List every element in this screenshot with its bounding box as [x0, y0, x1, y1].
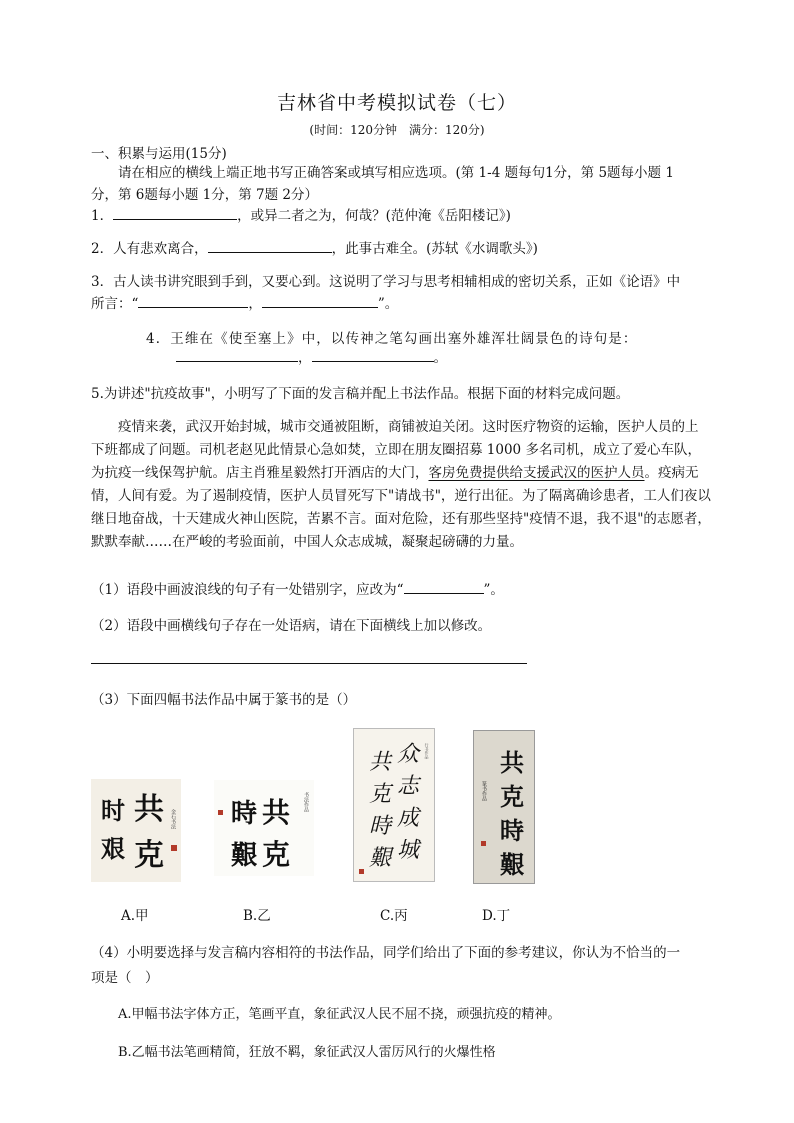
calligraphy-jia-image [91, 779, 181, 882]
q5-passage [91, 416, 711, 554]
page-subtitle: (时间：120分钟 满分：120分) [309, 123, 485, 137]
calligraphy-ding-inscription: 篆书作品 [481, 781, 487, 801]
calligraphy-yi-image [214, 780, 314, 876]
q5-sub4-option-b[interactable]: B.乙幅书法笔画精简，狂放不羁，象征武汉人雷厉风行的火爆性格 [118, 1045, 496, 1060]
calligraphy-yi-inscription: 书法作品 [303, 792, 309, 812]
calligraphy-yi-seal-icon [218, 810, 223, 815]
section-heading: 一、积累与运用(15分) [91, 146, 227, 162]
q1-prefix: 1． [91, 208, 114, 224]
calligraphy-jia-seal-icon [171, 845, 177, 851]
q4-line2-suffix: 。 [433, 350, 447, 366]
section-instruction-line2: 分，第 6题每小题 1分，第 7题 2分） [91, 187, 319, 203]
q5-sub3: （3）下面四幅书法作品中属于篆书的是（） [91, 692, 357, 708]
calligraphy-bing-char-3: 成 [396, 806, 420, 831]
q5-sub2-answer-line[interactable] [91, 663, 527, 664]
calligraphy-bing-svg [354, 729, 434, 881]
calligraphy-ding-char-4: 艱 [500, 851, 524, 879]
q5-sub2: （2）语段中画横线句子存在一处语病，请在下面横线上加以修改。 [91, 618, 492, 634]
q5-sub1-prefix: （1）语段中画波浪线的句子有一处错别字，应改为“ [91, 582, 404, 598]
question-4-line1: 4．王维在《使至塞上》中，以传神之笔勾画出塞外雄浑壮阔景色的诗句是： [146, 331, 638, 347]
question-3-line2 [91, 292, 398, 312]
calligraphy-jia-char-3: 时 [101, 796, 125, 825]
q2-prefix: 2．人有悲欢离合， [91, 241, 208, 257]
calligraphy-bing-image [353, 728, 435, 882]
question-1 [91, 204, 511, 224]
q1-answer-blank[interactable] [113, 205, 237, 220]
question-2 [91, 237, 538, 257]
calligraphy-yi-char-2: 克 [261, 838, 291, 871]
calligraphy-bing-char-1: 众 [396, 742, 420, 767]
page-title: 吉林省中考模拟试卷（七） [276, 92, 517, 114]
option-c[interactable]: C.丙 [380, 908, 408, 924]
calligraphy-ding-seal-icon [481, 841, 486, 846]
q2-answer-blank[interactable] [208, 238, 332, 253]
q3-answer-blank-2[interactable] [262, 293, 378, 308]
option-a[interactable]: A.甲 [121, 908, 149, 924]
calligraphy-yi-char-4: 艱 [230, 841, 258, 871]
q4-answer-blank-2[interactable] [312, 347, 434, 362]
q1-suffix: ，或异二者之为，何哉？(范仲淹《岳阳楼记》) [237, 208, 511, 224]
calligraphy-ding-char-3: 時 [500, 817, 524, 845]
calligraphy-jia-char-4: 艰 [101, 834, 125, 863]
calligraphy-ding-svg [474, 731, 534, 883]
option-d[interactable]: D.丁 [482, 908, 511, 924]
q5-sub1 [91, 578, 504, 598]
q3-answer-blank-1[interactable] [138, 293, 248, 308]
calligraphy-bing-inscription: 行书作品 [424, 743, 430, 759]
q5-sub1-suffix: ”。 [483, 582, 504, 598]
q5-sub4-line2: 项是（ ） [91, 970, 159, 986]
q4-answer-blank-1[interactable] [176, 347, 298, 362]
section-instruction-line1: 请在相应的横线上端正地书写正确答案或填写相应选项。(第 1-4 题每句1分，第 5题每小题 1 [118, 165, 674, 181]
q3-line2-prefix: 所言：“ [91, 296, 139, 312]
q5-sub4-option-a[interactable]: A.甲幅书法字体方正，笔画平直，象征武汉人民不屈不挠，顽强抗疫的精神。 [118, 1007, 561, 1022]
calligraphy-jia-inscription: 金石书法 [170, 809, 176, 829]
q3-line2-mid: ， [248, 296, 262, 312]
question-4-line2 [176, 346, 447, 366]
question-3-line1: 3．古人读书讲究眼到手到，又要心到。这说明了学习与思考相辅相成的密切关系，正如《论语》中 [91, 274, 681, 290]
calligraphy-jia-svg [91, 779, 181, 882]
calligraphy-yi-char-1: 共 [261, 796, 291, 829]
calligraphy-bing-seal-icon [359, 869, 364, 874]
q3-line2-suffix: ”。 [377, 296, 399, 312]
q2-suffix: ，此事古难全。(苏轼《水调歌头》) [331, 241, 538, 257]
passage-underlined-sentence: 客房免费提供给支援武汉的医护人员 [428, 465, 645, 481]
passage-part-a: 疫情来袭，武汉开始封城，城市交通被阻断，商铺被迫关闭。这时医疗物资的运输，医护人员的上下班都成了问题。司机老赵见此情景心急如焚，立即在朋友圈招募 1000 多名司机，成立了爱心车队，为抗疫一线保驾护航。店主肖雅星毅然打开酒店的大门， [91, 419, 701, 481]
q4-line2-mid: ， [298, 350, 312, 366]
calligraphy-bing-char-5: 共 [368, 750, 392, 775]
calligraphy-bing-char-8: 艱 [368, 846, 392, 871]
calligraphy-jia-char-2: 克 [134, 838, 164, 873]
calligraphy-ding-image [473, 730, 535, 884]
calligraphy-bing-char-7: 時 [368, 814, 392, 839]
calligraphy-bing-char-6: 克 [368, 782, 392, 807]
passage-part-b: 。疫病无情，人间有爱。为了遏制疫情，医护人员冒死写下"请战书"，逆行出征。为了隔离确诊患者，工人们夜以继日地奋战，十天建成火神山医院，苦累不言。面对危险，还有那些坚持"疫情不退，我不退"的志愿者，默默奉献……在严峻的考验面前，中国人众志成城，凝聚起磅礴的力量。 [91, 465, 711, 550]
calligraphy-ding-char-1: 共 [500, 749, 524, 777]
q5-sub1-answer-blank[interactable] [404, 579, 484, 594]
calligraphy-yi-svg [214, 780, 314, 876]
calligraphy-bing-char-2: 志 [396, 774, 420, 799]
option-b[interactable]: B.乙 [243, 908, 271, 924]
calligraphy-ding-char-2: 克 [500, 783, 524, 811]
calligraphy-bing-char-4: 城 [396, 838, 420, 863]
calligraphy-yi-char-3: 時 [230, 799, 258, 829]
q5-sub4-line1: （4）小明要选择与发言稿内容相符的书法作品，同学们给出了下面的参考建议，你认为不恰当的一 [91, 945, 681, 961]
calligraphy-jia-char-1: 共 [134, 792, 164, 827]
question-5-intro: 5.为讲述"抗疫故事"，小明写了下面的发言稿并配上书法作品。根据下面的材料完成问题。 [91, 386, 630, 402]
